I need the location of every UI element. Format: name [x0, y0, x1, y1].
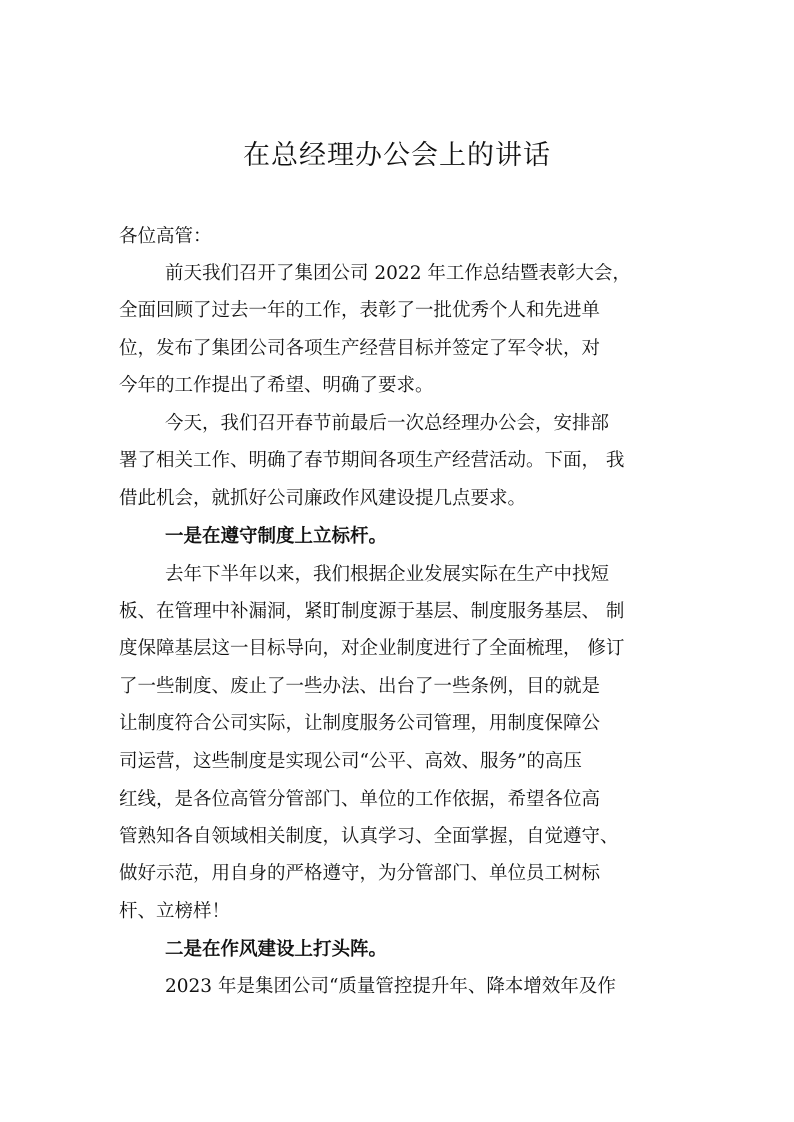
paragraph-3-line-8: 管熟知各自领域相关制度，认真学习、全面掌握，自觉遵守、	[119, 826, 619, 847]
section-heading-1: 一是在遵守制度上立标杆。	[165, 526, 388, 547]
greeting: 各位高管：	[119, 226, 212, 247]
paragraph-3-line-1: 去年下半年以来，我们根据企业发展实际在生产中找短	[165, 564, 610, 585]
document-title: 在总经理办公会上的讲话	[243, 140, 551, 171]
paragraph-3-line-10: 杆、立榜样！	[119, 901, 231, 922]
paragraph-3-line-4: 了一些制度、废止了一些办法、出台了一些条例，目的就是	[119, 676, 601, 697]
paragraph-3-line-9: 做好示范，用自身的严格遵守，为分管部门、单位员工树标	[119, 863, 601, 884]
paragraph-4-line-1: 2023 年是集团公司“质量管控提升年、降本增效年及作	[165, 976, 616, 997]
paragraph-3-line-5: 让制度符合公司实际，让制度服务公司管理，用制度保障公	[119, 713, 601, 734]
paragraph-1-line-4: 今年的工作提出了希望、明确了要求。	[119, 375, 434, 396]
paragraph-3-line-6: 司运营，这些制度是实现公司“公平、高效、服务”的高压	[119, 751, 582, 772]
paragraph-3-line-3: 度保障基层这一目标导向，对企业制度进行了全面梳理， 修订	[119, 638, 625, 659]
paragraph-1-line-3: 位，发布了集团公司各项生产经营目标并签定了军令状，对	[119, 338, 601, 359]
paragraph-2-line-2: 署了相关工作、明确了春节期间各项生产经营活动。下面， 我	[119, 450, 625, 471]
paragraph-2-line-1: 今天，我们召开春节前最后一次总经理办公会，安排部	[165, 413, 610, 434]
paragraph-1-line-1: 前天我们召开了集团公司 2022 年工作总结暨表彰大会，	[165, 263, 631, 284]
paragraph-2-line-3: 借此机会，就抓好公司廉政作风建设提几点要求。	[119, 488, 527, 509]
paragraph-3-line-2: 板、在管理中补漏洞，紧盯制度源于基层、制度服务基层、 制	[119, 601, 625, 622]
paragraph-3-line-7: 红线，是各位高管分管部门、单位的工作依据，希望各位高	[119, 789, 601, 810]
section-heading-2: 二是在作风建设上打头阵。	[165, 939, 388, 960]
paragraph-1-line-2: 全面回顾了过去一年的工作，表彰了一批优秀个人和先进单	[119, 300, 601, 321]
